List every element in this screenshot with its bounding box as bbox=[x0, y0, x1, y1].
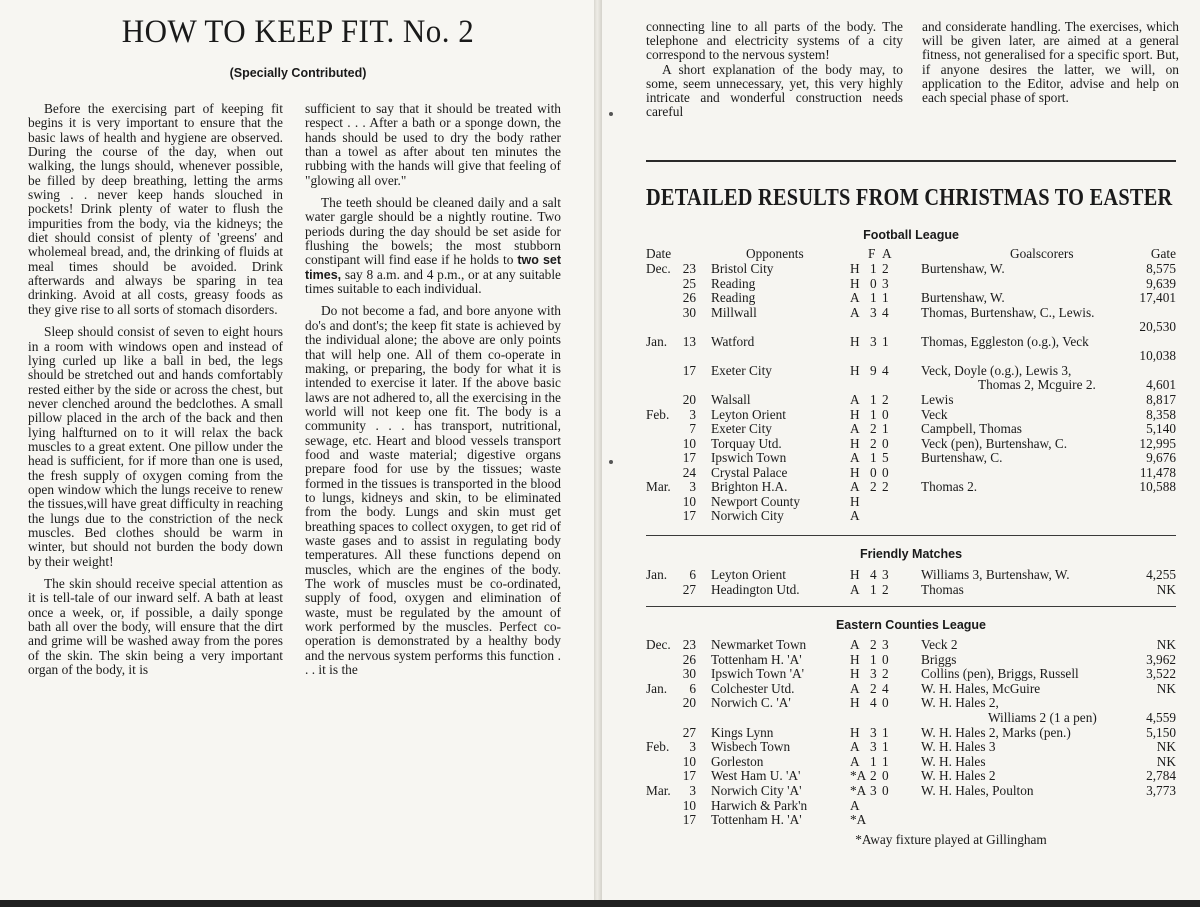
result-venue: A bbox=[850, 479, 860, 495]
result-opponent: Tottenham H. 'A' bbox=[711, 651, 802, 667]
result-row bbox=[0, 638, 1200, 652]
result-venue: A bbox=[850, 581, 860, 597]
result-goalscorers: Campbell, Thomas bbox=[921, 421, 1022, 437]
result-day: 10 bbox=[682, 753, 696, 769]
result-opponent: Norwich City 'A' bbox=[711, 783, 802, 798]
result-row bbox=[0, 378, 1200, 392]
result-row bbox=[0, 769, 1200, 783]
result-day: 25 bbox=[682, 275, 696, 291]
result-gate: 2,784 bbox=[1146, 768, 1176, 784]
result-score: 1 1 bbox=[870, 290, 890, 306]
result-day: 20 bbox=[682, 695, 696, 711]
result-gate: 10,588 bbox=[1139, 479, 1176, 495]
result-score: 2 0 bbox=[870, 768, 890, 784]
result-gate: NK bbox=[1156, 581, 1176, 597]
result-goalscorers: Briggs bbox=[921, 651, 957, 667]
result-opponent: Ipswich Town 'A' bbox=[711, 666, 804, 682]
result-score: 3 4 bbox=[870, 304, 890, 320]
paragraph-text: The teeth should be cleaned daily and a salt water gargle should be a nightly routine. Two periods during the day should be set aside for flushing the bowels; the most stubborn constipant will find ease if he holds to bbox=[305, 195, 561, 268]
result-goalscorers: Lewis bbox=[921, 391, 954, 407]
result-opponent: Leyton Orient bbox=[711, 567, 786, 582]
result-score: 3 0 bbox=[870, 783, 890, 798]
result-score: 1 2 bbox=[870, 261, 890, 276]
result-gate: 17,401 bbox=[1139, 290, 1176, 306]
result-venue: A bbox=[850, 450, 860, 466]
paragraph: Before the exercising part of keeping fit begins it is very important to ensure that the basic laws of health and hygiene are observed. During the course of the day, when out walking, the lungs should, whenever possible, be filled by deep breathing, letting the arms swing . . never keep hands slouched in pockets! Drink plenty of water to flush the impurities from the body, via the kidneys; the diet should consist of plenty of 'greens' and wholemeal bread, and, the drinking of fluids at meal times should be avoided. Drink afterwards and always be sparing in tea drinking. Avoid at all costs, greasy foods as they give rise to all sorts of stomach disorders. bbox=[28, 102, 283, 317]
result-venue: H bbox=[850, 362, 860, 378]
result-row bbox=[0, 653, 1200, 667]
header-opponents: Opponents bbox=[746, 246, 804, 261]
result-venue: H bbox=[850, 333, 860, 349]
result-month: Jan. bbox=[646, 333, 668, 349]
article-column-3 bbox=[646, 20, 903, 119]
result-month: Dec. bbox=[646, 261, 671, 276]
result-month: Mar. bbox=[646, 479, 671, 495]
article-title: HOW TO KEEP FIT. No. 2 bbox=[121, 14, 475, 50]
result-day: 3 bbox=[689, 406, 696, 422]
paragraph: Do not become a fad, and bore anyone with do's and dont's; the keep fit state is achieved by the individual alone; the above are only points that will help one. All of them co-operate in making, or preparing, the body for what it is intended to exercise it later. If the above basic laws are not adhered to, all the exercising in the world will not keep one fit. The body is a community . . . has transport, nutritional, sewage, etc. Heart and blood vessels transport food and waste material; digestive organs prepare food for use by the tissues; waste formed in the tissues is transported in the blood to lungs, kidneys and skin, to be eliminated from the body. Lungs and skin must get breathing spaces to collect oxygen, to get rid of waste gases and to assist in regulating body temperatures. All these functions depend on muscles, which are the engines of the body. The work of muscles must be co-ordinated, supply of food, oxygen and elimination of waste, must be regulated by the amount of work performed by the muscles. Perfect co-operation is demonstrated by a healthy body and the nervous system performs this function . . . it is the bbox=[305, 303, 561, 678]
result-score: 2 2 bbox=[870, 479, 890, 495]
result-gate: 20,530 bbox=[1139, 319, 1176, 335]
result-score: 0 0 bbox=[870, 464, 890, 480]
result-venue: H bbox=[850, 651, 860, 667]
result-score: 1 2 bbox=[870, 581, 890, 597]
result-score: 3 2 bbox=[870, 666, 890, 682]
result-goalscorers: W. H. Hales, McGuire bbox=[921, 680, 1041, 696]
divider bbox=[646, 160, 1176, 162]
result-score: 3 1 bbox=[870, 739, 890, 755]
result-opponent: Exeter City bbox=[711, 362, 772, 378]
result-gate: 12,995 bbox=[1139, 435, 1176, 451]
result-row bbox=[0, 568, 1200, 582]
header-gate: Gate bbox=[1150, 246, 1176, 261]
result-opponent: Headington Utd. bbox=[711, 581, 800, 597]
result-score: 2 4 bbox=[870, 680, 890, 696]
result-opponent: Watford bbox=[711, 333, 755, 349]
header-goalscorers: Goalscorers bbox=[1010, 246, 1074, 261]
result-opponent: Norwich C. 'A' bbox=[711, 695, 791, 711]
result-row bbox=[0, 583, 1200, 597]
result-gate: 9,639 bbox=[1146, 275, 1176, 291]
result-month: Jan. bbox=[646, 567, 668, 582]
result-row bbox=[0, 437, 1200, 451]
result-gate: 8,575 bbox=[1146, 261, 1176, 276]
result-day: 6 bbox=[689, 680, 696, 696]
result-score: 1 0 bbox=[870, 651, 890, 667]
page-bottom-edge bbox=[0, 900, 1200, 907]
result-gate: 5,150 bbox=[1146, 724, 1176, 740]
result-opponent: Reading bbox=[711, 275, 756, 291]
result-row bbox=[0, 799, 1200, 813]
result-venue: H bbox=[850, 435, 860, 451]
result-day: 17 bbox=[682, 508, 696, 524]
result-row bbox=[0, 480, 1200, 494]
result-score: 0 3 bbox=[870, 275, 890, 291]
result-gate: 3,962 bbox=[1146, 651, 1176, 667]
result-score: 2 0 bbox=[870, 435, 890, 451]
result-day: 24 bbox=[682, 464, 696, 480]
result-goalscorers: Thomas, Eggleston (o.g.), Veck bbox=[921, 333, 1089, 349]
result-venue: A bbox=[850, 508, 860, 524]
result-goalscorers: W. H. Hales 3 bbox=[921, 739, 996, 755]
result-goalscorers: Thomas 2, Mcguire 2. bbox=[978, 377, 1096, 393]
result-venue: A bbox=[850, 739, 860, 755]
result-gate: 4,601 bbox=[1146, 377, 1176, 393]
result-venue: *A bbox=[850, 812, 867, 828]
result-day: 6 bbox=[689, 567, 696, 582]
result-row bbox=[0, 667, 1200, 681]
result-day: 10 bbox=[682, 797, 696, 813]
result-day: 17 bbox=[682, 450, 696, 466]
result-opponent: Wisbech Town bbox=[711, 739, 791, 755]
result-venue: H bbox=[850, 464, 860, 480]
result-day: 10 bbox=[682, 493, 696, 509]
result-opponent: Bristol City bbox=[711, 261, 774, 276]
result-day: 3 bbox=[689, 479, 696, 495]
result-goalscorers: W. H. Hales 2 bbox=[921, 768, 996, 784]
results-header-row bbox=[0, 247, 1200, 261]
result-month: Mar. bbox=[646, 783, 671, 798]
eastern-counties-title: Eastern Counties League bbox=[835, 618, 987, 632]
article-subtitle: (Specially Contributed) bbox=[229, 66, 367, 80]
result-score: 1 0 bbox=[870, 406, 890, 422]
result-opponent: Gorleston bbox=[711, 753, 764, 769]
divider bbox=[646, 535, 1176, 536]
result-opponent: Newport County bbox=[711, 493, 801, 509]
result-day: 27 bbox=[682, 581, 696, 597]
result-day: 26 bbox=[682, 651, 696, 667]
result-row bbox=[0, 711, 1200, 725]
result-venue: A bbox=[850, 290, 860, 306]
result-opponent: Norwich City bbox=[711, 508, 784, 524]
paragraph-text: say 8 a.m. and 4 p.m., or at any suitable times suitable to each individual. bbox=[305, 266, 561, 297]
result-day: 17 bbox=[682, 362, 696, 378]
result-gate: NK bbox=[1156, 739, 1176, 755]
result-venue: H bbox=[850, 493, 860, 509]
result-month: Feb. bbox=[646, 406, 670, 422]
result-score: 1 2 bbox=[870, 391, 890, 407]
result-gate: 4,255 bbox=[1146, 567, 1176, 582]
result-opponent: Kings Lynn bbox=[711, 724, 774, 740]
result-score: 4 0 bbox=[870, 695, 890, 711]
result-goalscorers: Burtenshaw, C. bbox=[921, 450, 1003, 466]
paragraph: A short explanation of the body may, to some, seem unnecessary, yet, this very highly intricate and wonderful construction needs careful bbox=[646, 61, 903, 120]
result-goalscorers: W. H. Hales bbox=[921, 753, 986, 769]
result-gate: NK bbox=[1156, 637, 1176, 652]
result-row bbox=[0, 262, 1200, 276]
results-heading: DETAILED RESULTS FROM CHRISTMAS TO EASTER bbox=[646, 184, 1173, 211]
result-gate: 3,522 bbox=[1146, 666, 1176, 682]
result-row bbox=[0, 495, 1200, 509]
result-day: 13 bbox=[682, 333, 696, 349]
result-goalscorers: Veck (pen), Burtenshaw, C. bbox=[921, 435, 1068, 451]
result-venue: A bbox=[850, 637, 860, 652]
result-opponent: Millwall bbox=[711, 304, 757, 320]
result-goalscorers: Thomas 2. bbox=[921, 479, 978, 495]
result-row bbox=[0, 349, 1200, 363]
result-goalscorers: Veck bbox=[921, 406, 948, 422]
result-gate: 10,038 bbox=[1139, 348, 1176, 364]
result-gate: NK bbox=[1156, 680, 1176, 696]
emphasis-text: two set times, bbox=[305, 253, 561, 282]
result-opponent: Crystal Palace bbox=[711, 464, 788, 480]
result-score: 9 4 bbox=[870, 362, 890, 378]
header-date: Date bbox=[646, 246, 672, 261]
result-day: 3 bbox=[689, 783, 696, 798]
paragraph: sufficient to say that it should be treated with respect . . . After a bath or a sponge down, the hands should be used to dry the body rather than a towel as after about ten minutes the rubbing with the hands will give that feeling of "glowing all over." bbox=[305, 102, 561, 188]
result-gate: 8,358 bbox=[1146, 406, 1176, 422]
result-opponent: Tottenham H. 'A' bbox=[711, 812, 802, 828]
result-gate: 5,140 bbox=[1146, 421, 1176, 437]
result-row bbox=[0, 291, 1200, 305]
result-row bbox=[0, 696, 1200, 710]
result-opponent: Colchester Utd. bbox=[711, 680, 795, 696]
header-fa: F A bbox=[868, 246, 894, 261]
result-row bbox=[0, 277, 1200, 291]
result-day: 17 bbox=[682, 768, 696, 784]
paragraph: Sleep should consist of seven to eight hours in a room with windows open and instead of lying curled up like a ball in bed, the legs should be stretched out and hands comfortably rested either by the side or across the chest, but never clenched around the bedclothes. A small pillow placed in the arch of the back and then lying halfturned on to it will relax the back muscles to a great extent. One pillow under the head is sufficient, for if more than one is used, the fresh supply of oxygen coming from the open window which the lungs receive to renew the tissues,will have great difficulty in reaching the lungs due to the constriction of the neck muscles. Bed clothes should be warm in winter, but should not burden the body down by their weight! bbox=[28, 324, 283, 569]
result-row bbox=[0, 320, 1200, 334]
result-venue: H bbox=[850, 406, 860, 422]
result-opponent: Newmarket Town bbox=[711, 637, 807, 652]
football-league-title: Football League bbox=[863, 228, 959, 242]
result-goalscorers: Veck, Doyle (o.g.), Lewis 3, bbox=[921, 362, 1072, 378]
result-month: Jan. bbox=[646, 680, 668, 696]
result-venue: H bbox=[850, 567, 860, 582]
result-day: 27 bbox=[682, 724, 696, 740]
result-venue: A bbox=[850, 391, 860, 407]
result-opponent: Walsall bbox=[711, 391, 751, 407]
result-row bbox=[0, 755, 1200, 769]
result-day: 10 bbox=[682, 435, 696, 451]
result-venue: *A bbox=[850, 783, 867, 798]
result-goalscorers: Thomas bbox=[921, 581, 964, 597]
result-day: 7 bbox=[689, 421, 696, 437]
result-opponent: Harwich & Park'n bbox=[711, 797, 808, 813]
result-gate: 3,773 bbox=[1146, 783, 1176, 798]
friendly-matches-title: Friendly Matches bbox=[859, 547, 963, 561]
result-row bbox=[0, 335, 1200, 349]
result-day: 30 bbox=[682, 666, 696, 682]
result-day: 26 bbox=[682, 290, 696, 306]
result-goalscorers: Collins (pen), Briggs, Russell bbox=[921, 666, 1079, 682]
result-goalscorers: W. H. Hales 2, bbox=[921, 695, 999, 711]
result-row bbox=[0, 509, 1200, 523]
result-venue: A bbox=[850, 304, 860, 320]
article-column-4 bbox=[922, 20, 1179, 105]
result-gate: 11,478 bbox=[1139, 464, 1176, 480]
result-gate: 4,559 bbox=[1146, 710, 1176, 725]
binding-hole bbox=[609, 112, 613, 116]
result-row bbox=[0, 451, 1200, 465]
result-day: 23 bbox=[682, 261, 696, 276]
result-venue: A bbox=[850, 421, 860, 437]
result-month: Feb. bbox=[646, 739, 670, 755]
result-venue: A bbox=[850, 797, 860, 813]
result-row bbox=[0, 393, 1200, 407]
paragraph: The skin should receive special attention as it is tell-tale of our inward self. A bath at least once a week, or, if possible, a daily sponge bath all over the body, will ensure that the dirt and grime will be washed away from the pores of the skin. The skin being a very important organ of the body, it is bbox=[28, 576, 283, 678]
result-goalscorers: Thomas, Burtenshaw, C., Lewis. bbox=[921, 304, 1095, 320]
result-opponent: Leyton Orient bbox=[711, 406, 786, 422]
result-gate: NK bbox=[1156, 753, 1176, 769]
result-score: 1 1 bbox=[870, 753, 890, 769]
result-month: Dec. bbox=[646, 637, 671, 652]
result-score: 1 5 bbox=[870, 450, 890, 466]
result-day: 3 bbox=[689, 739, 696, 755]
footnote: *Away fixture played at Gillingham bbox=[855, 832, 1047, 847]
paragraph: and considerate handling. The exercises, which will be given later, are aimed at a general fitness, not generalised for a specific sport. But, if anyone desires the latter, we will, on application to the Editor, advise and help on each special phase of sport. bbox=[922, 19, 1179, 106]
result-venue: H bbox=[850, 724, 860, 740]
result-row bbox=[0, 466, 1200, 480]
result-opponent: Ipswich Town bbox=[711, 450, 787, 466]
paragraph: connecting line to all parts of the body. The telephone and electricity systems of a city correspond to the nervous system! bbox=[646, 19, 903, 63]
result-row bbox=[0, 726, 1200, 740]
result-score: 4 3 bbox=[870, 567, 890, 582]
divider bbox=[646, 606, 1176, 607]
result-goalscorers: Burtenshaw, W. bbox=[921, 261, 1005, 276]
result-score: 2 1 bbox=[870, 421, 890, 437]
result-row bbox=[0, 306, 1200, 320]
result-opponent: Brighton H.A. bbox=[711, 479, 788, 495]
result-venue: H bbox=[850, 275, 860, 291]
result-venue: H bbox=[850, 695, 860, 711]
result-opponent: Exeter City bbox=[711, 421, 772, 437]
result-goalscorers: W. H. Hales, Poulton bbox=[921, 783, 1034, 798]
result-row bbox=[0, 422, 1200, 436]
result-venue: H bbox=[850, 261, 860, 276]
result-score: 3 1 bbox=[870, 724, 890, 740]
result-goalscorers: Burtenshaw, W. bbox=[921, 290, 1005, 306]
result-venue: A bbox=[850, 753, 860, 769]
result-venue: H bbox=[850, 666, 860, 682]
result-row bbox=[0, 784, 1200, 798]
result-day: 30 bbox=[682, 304, 696, 320]
result-row bbox=[0, 682, 1200, 696]
result-score: 2 3 bbox=[870, 637, 890, 652]
result-venue: A bbox=[850, 680, 860, 696]
result-venue: *A bbox=[850, 768, 867, 784]
result-opponent: Torquay Utd. bbox=[711, 435, 782, 451]
result-day: 20 bbox=[682, 391, 696, 407]
result-row bbox=[0, 740, 1200, 754]
result-day: 23 bbox=[682, 637, 696, 652]
result-goalscorers: Williams 3, Burtenshaw, W. bbox=[921, 567, 1070, 582]
result-row bbox=[0, 813, 1200, 827]
result-goalscorers: W. H. Hales 2, Marks (pen.) bbox=[921, 724, 1071, 740]
result-day: 17 bbox=[682, 812, 696, 828]
result-goalscorers: Veck 2 bbox=[921, 637, 958, 652]
result-row bbox=[0, 364, 1200, 378]
result-goalscorers: Williams 2 (1 a pen) bbox=[988, 710, 1097, 725]
result-row bbox=[0, 408, 1200, 422]
result-gate: 8,817 bbox=[1146, 391, 1176, 407]
result-opponent: West Ham U. 'A' bbox=[711, 768, 801, 784]
result-opponent: Reading bbox=[711, 290, 756, 306]
result-score: 3 1 bbox=[870, 333, 890, 349]
result-gate: 9,676 bbox=[1146, 450, 1176, 466]
